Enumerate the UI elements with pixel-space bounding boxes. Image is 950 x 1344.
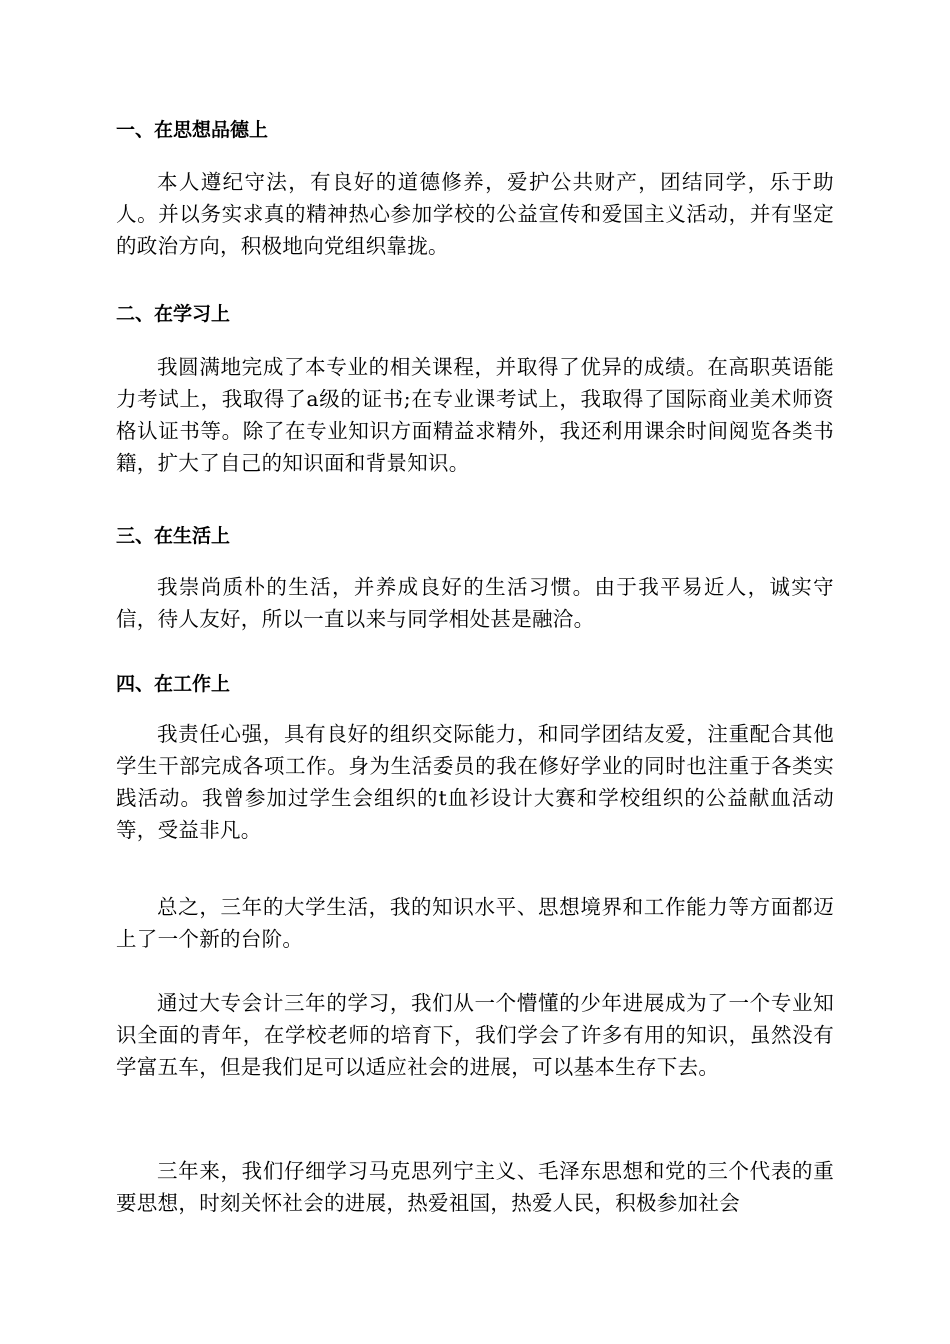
paragraph-study: 我圆满地完成了本专业的相关课程，并取得了优异的成绩。在高职英语能力考试上，我取得了a级的证书;在专业课考试上，我取得了国际商业美术师资格认证书等。除了在专业知识方面精益求精外，我还利用课余时间阅览各类书籍，扩大了自己的知识面和背景知识。: [116, 355, 834, 475]
section-heading-work: 四、在工作上: [116, 673, 231, 695]
paragraph-work: 我责任心强，具有良好的组织交际能力，和同学团结友爱，注重配合其他学生干部完成各项工作。身为生活委员的我在修好学业的同时也注重于各类实践活动。我曾参加过学生会组织的t血衫设计大赛和学校组织的公益献血活动等，受益非凡。: [116, 722, 834, 842]
section-heading-life: 三、在生活上: [116, 525, 231, 547]
document-page: [116, 0, 834, 1344]
paragraph-three-years: 三年来，我们仔细学习马克思列宁主义、毛泽东思想和党的三个代表的重要思想，时刻关怀社会的进展，热爱祖国，热爱人民，积极参加社会: [116, 1159, 834, 1215]
paragraph-summary: 总之，三年的大学生活，我的知识水平、思想境界和工作能力等方面都迈上了一个新的台阶。: [116, 895, 834, 951]
paragraph-accounting-study: 通过大专会计三年的学习，我们从一个懵懂的少年进展成为了一个专业知识全面的青年，在学校老师的培育下，我们学会了许多有用的知识，虽然没有学富五车，但是我们足可以适应社会的进展，可以基本生存下去。: [116, 991, 834, 1079]
section-heading-study: 二、在学习上: [116, 303, 231, 325]
paragraph-ideology: 本人遵纪守法，有良好的道德修养，爱护公共财产，团结同学，乐于助人。并以务实求真的精神热心参加学校的公益宣传和爱国主义活动，并有坚定的政治方向，积极地向党组织靠拢。: [116, 170, 834, 258]
paragraph-life: 我崇尚质朴的生活，并养成良好的生活习惯。由于我平易近人，诚实守信，待人友好，所以一直以来与同学相处甚是融洽。: [116, 575, 834, 631]
section-heading-ideology: 一、在思想品德上: [116, 119, 269, 141]
